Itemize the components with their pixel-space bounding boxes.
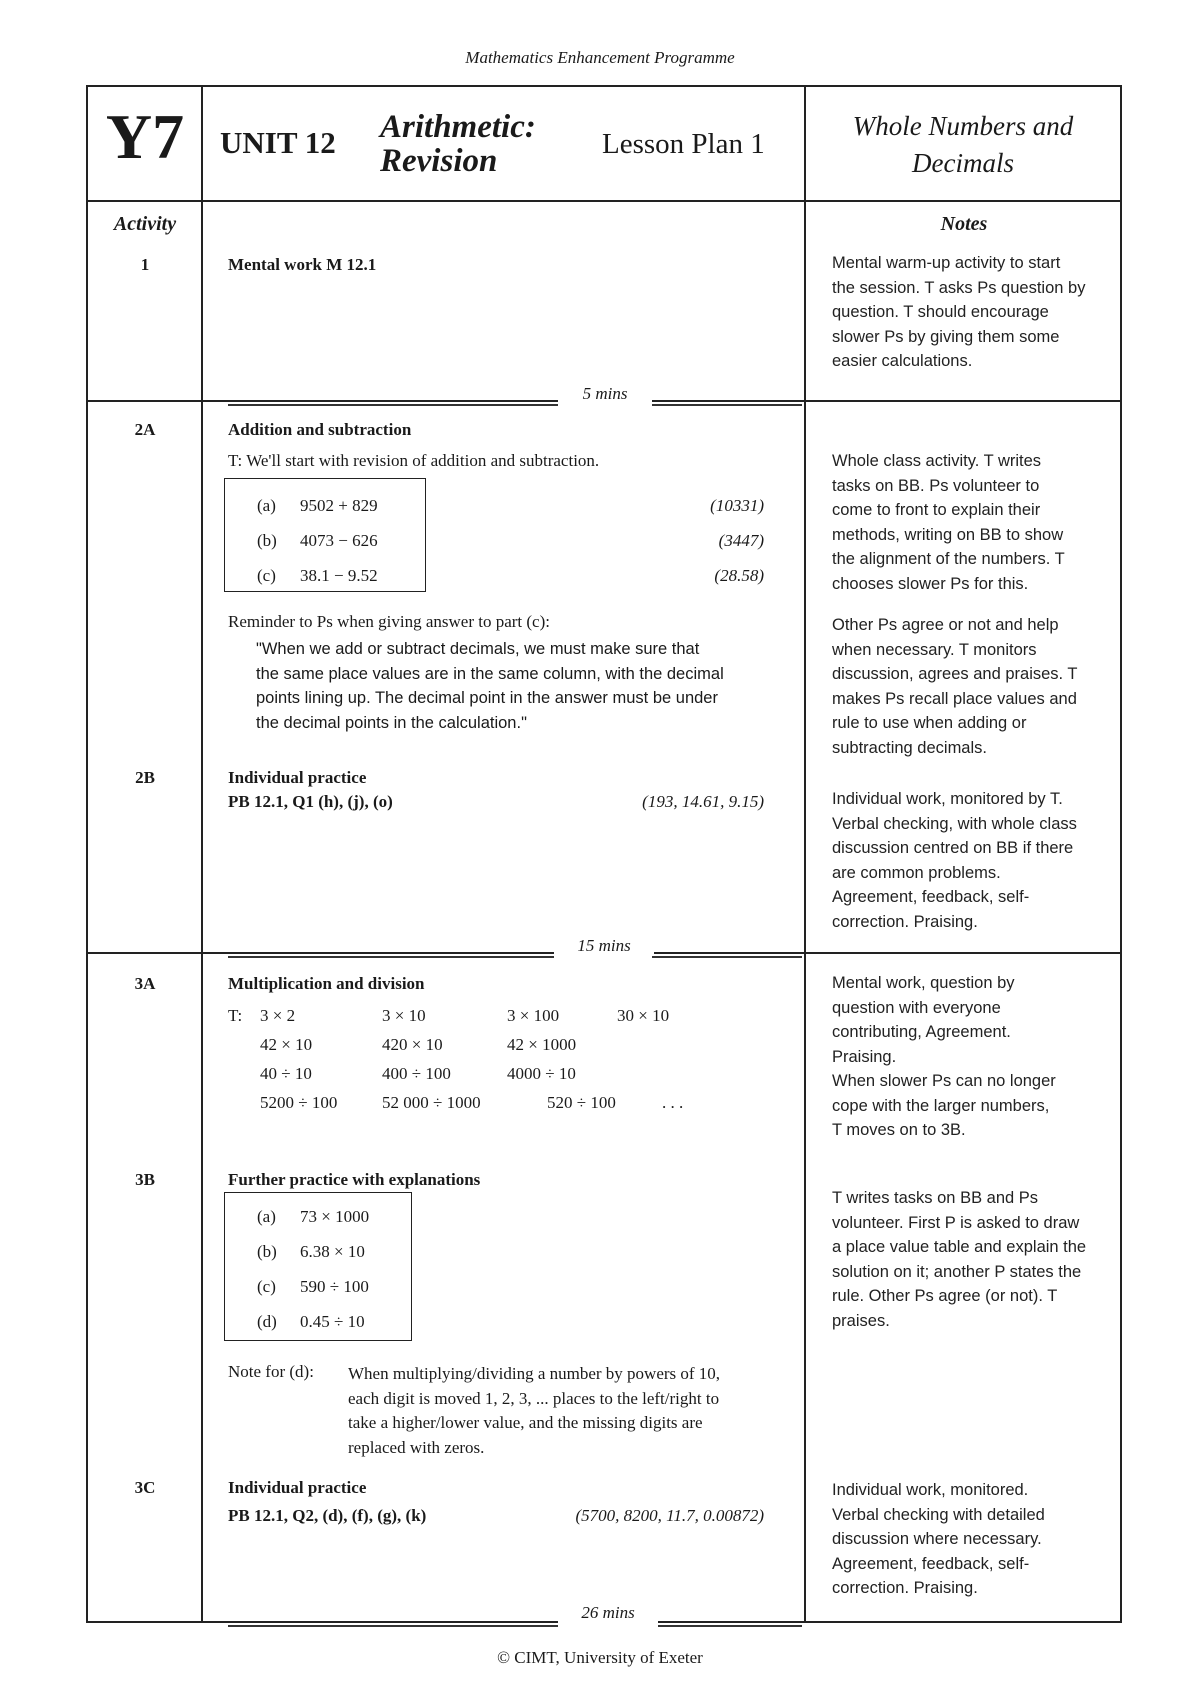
grid-cell: 3 × 2 (260, 1006, 296, 1025)
mental-work-title: Mental work M 12.1 (228, 255, 377, 274)
notes-column-header: Notes (940, 213, 988, 235)
task-c-label: (c) (257, 566, 276, 585)
lesson-label: Lesson Plan 1 (602, 128, 765, 160)
task-3b-a-label: (a) (257, 1207, 276, 1226)
notes-section-2b: Individual work, monitored by T. Verbal checking, with whole class discussion centred on BB if there are common problems. Agreement, feedback, self- correction. Praising. (832, 790, 1077, 931)
activity-id-3b: 3B (135, 1170, 155, 1189)
grid-cell: 52 000 ÷ 1000 (382, 1093, 481, 1112)
reminder-text: Reminder to Ps when giving answer to part (c): (228, 612, 550, 631)
multiplication-division-title: Multiplication and division (228, 974, 425, 993)
time-section-2: 15 mins (554, 936, 654, 956)
task-3b-c-expr: 590 ÷ 100 (300, 1277, 369, 1296)
notes-section-3b: T writes tasks on BB and Ps volunteer. First P is asked to draw a place value table and explain the solution on it; another P states the rule. Other Ps agree (or not). T praises. (832, 1189, 1087, 1330)
notes-section-1: Mental warm-up activity to start the session. T asks Ps question by question. T should encourage slower Ps by giving them some easier calculations. (832, 254, 1086, 370)
grid-cell: 4000 ÷ 10 (507, 1064, 576, 1083)
activity-id-3a: 3A (134, 974, 156, 993)
individual-practice-title-3c: Individual practice (228, 1478, 367, 1497)
pb-ref-3c: PB 12.1, Q2, (d), (f), (g), (k) (228, 1506, 427, 1525)
task-3b-c-label: (c) (257, 1277, 276, 1296)
grid-cell: . . . (662, 1093, 684, 1112)
notes-section-2a-1: Whole class activity. T writes tasks on BB. Ps volunteer to come to front to explain their methods, writing on BB to show the alignment of the numbers. T chooses slower Ps for this. (832, 452, 1065, 593)
year-label: Y7 (105, 101, 185, 172)
answers-3c: (5700, 8200, 11.7, 0.00872) (575, 1506, 764, 1525)
task-a-answer: (10331) (710, 496, 764, 515)
activity-id-2b: 2B (135, 768, 155, 787)
note-label-d: Note for (d): (228, 1362, 314, 1381)
addition-subtraction-title: Addition and subtraction (228, 420, 412, 439)
activity-id-3c: 3C (134, 1478, 156, 1497)
task-b-expr: 4073 − 626 (300, 531, 378, 550)
task-3b-d-expr: 0.45 ÷ 10 (300, 1312, 365, 1331)
task-c-answer: (28.58) (714, 566, 764, 585)
activity-column-header: Activity (113, 213, 177, 235)
time-section-1: 5 mins (558, 384, 652, 404)
grid-cell: 42 × 1000 (507, 1035, 577, 1054)
notes-section-2a-2: Other Ps agree or not and help when necessary. T monitors discussion, agrees and praises. T makes Ps recall place values and rule to use when adding or subtracting decimals. (832, 616, 1078, 757)
grid-cell: 40 ÷ 10 (260, 1064, 312, 1083)
grid-cell: 42 × 10 (260, 1035, 313, 1054)
answers-2b: (193, 14.61, 9.15) (642, 792, 764, 811)
activity-id-1: 1 (140, 255, 150, 274)
note-text-d: When multiplying/dividing a number by powers of 10, each digit is moved 1, 2, 3, ... places to the left/right to take a higher/lower value, and the missing digits are replaced with zeros. (348, 1364, 721, 1457)
grid-cell: 400 ÷ 100 (382, 1064, 451, 1083)
grid-cell: 420 × 10 (382, 1035, 443, 1054)
teacher-intro: T: We'll start with revision of addition and subtraction. (228, 451, 600, 470)
grid-cell: 5200 ÷ 100 (260, 1093, 338, 1112)
time-rule (228, 404, 558, 406)
unit-label: UNIT 12 (220, 125, 336, 160)
time-rule (658, 1625, 802, 1627)
copyright-footer: © CIMT, University of Exeter (497, 1648, 703, 1667)
task-b-label: (b) (257, 531, 277, 550)
time-rule (228, 1625, 558, 1627)
divider-header (86, 200, 1122, 202)
task-a-label: (a) (257, 496, 276, 515)
teacher-label-3a: T: (228, 1006, 243, 1025)
reminder-quote: "When we add or subtract decimals, we must make sure that the same place values are in the same column, with the decimal points lining up. The decimal point in the answer must be under the decimal points in the calculation." (256, 640, 724, 732)
task-a-expr: 9502 + 829 (300, 496, 378, 515)
divider-notes (804, 85, 806, 1623)
divider-activity (201, 85, 203, 1623)
grid-cell: 3 × 100 (507, 1006, 560, 1025)
notes-section-3a: Mental work, question by question with everyone contributing, Agreement. Praising. When slower Ps can no longer cope with the larger numbers, T moves on to 3B. (832, 974, 1056, 1139)
time-rule (652, 956, 802, 958)
task-3b-d-label: (d) (257, 1312, 277, 1331)
further-practice-title: Further practice with explanations (228, 1170, 481, 1189)
unit-topic: Arithmetic: Revision (380, 109, 536, 179)
grid-cell: 3 × 10 (382, 1006, 426, 1025)
task-3b-b-label: (b) (257, 1242, 277, 1261)
task-b-answer: (3447) (718, 531, 764, 550)
time-rule (652, 404, 802, 406)
programme-title: Mathematics Enhancement Programme (465, 48, 735, 67)
task-3b-b-expr: 6.38 × 10 (300, 1242, 365, 1261)
pb-ref-2b: PB 12.1, Q1 (h), (j), (o) (228, 792, 393, 811)
strand-title: Whole Numbers and Decimals (852, 111, 1074, 178)
grid-cell: 30 × 10 (617, 1006, 670, 1025)
task-c-expr: 38.1 − 9.52 (300, 566, 378, 585)
time-rule (228, 956, 554, 958)
individual-practice-title-2b: Individual practice (228, 768, 367, 787)
grid-cell: 520 ÷ 100 (547, 1093, 616, 1112)
task-3b-a-expr: 73 × 1000 (300, 1207, 370, 1226)
time-section-3: 26 mins (558, 1603, 658, 1623)
notes-section-3c: Individual work, monitored. Verbal checking with detailed discussion where necessary. Agreement, feedback, self- correction. Praising. (832, 1481, 1045, 1597)
activity-id-2a: 2A (134, 420, 156, 439)
